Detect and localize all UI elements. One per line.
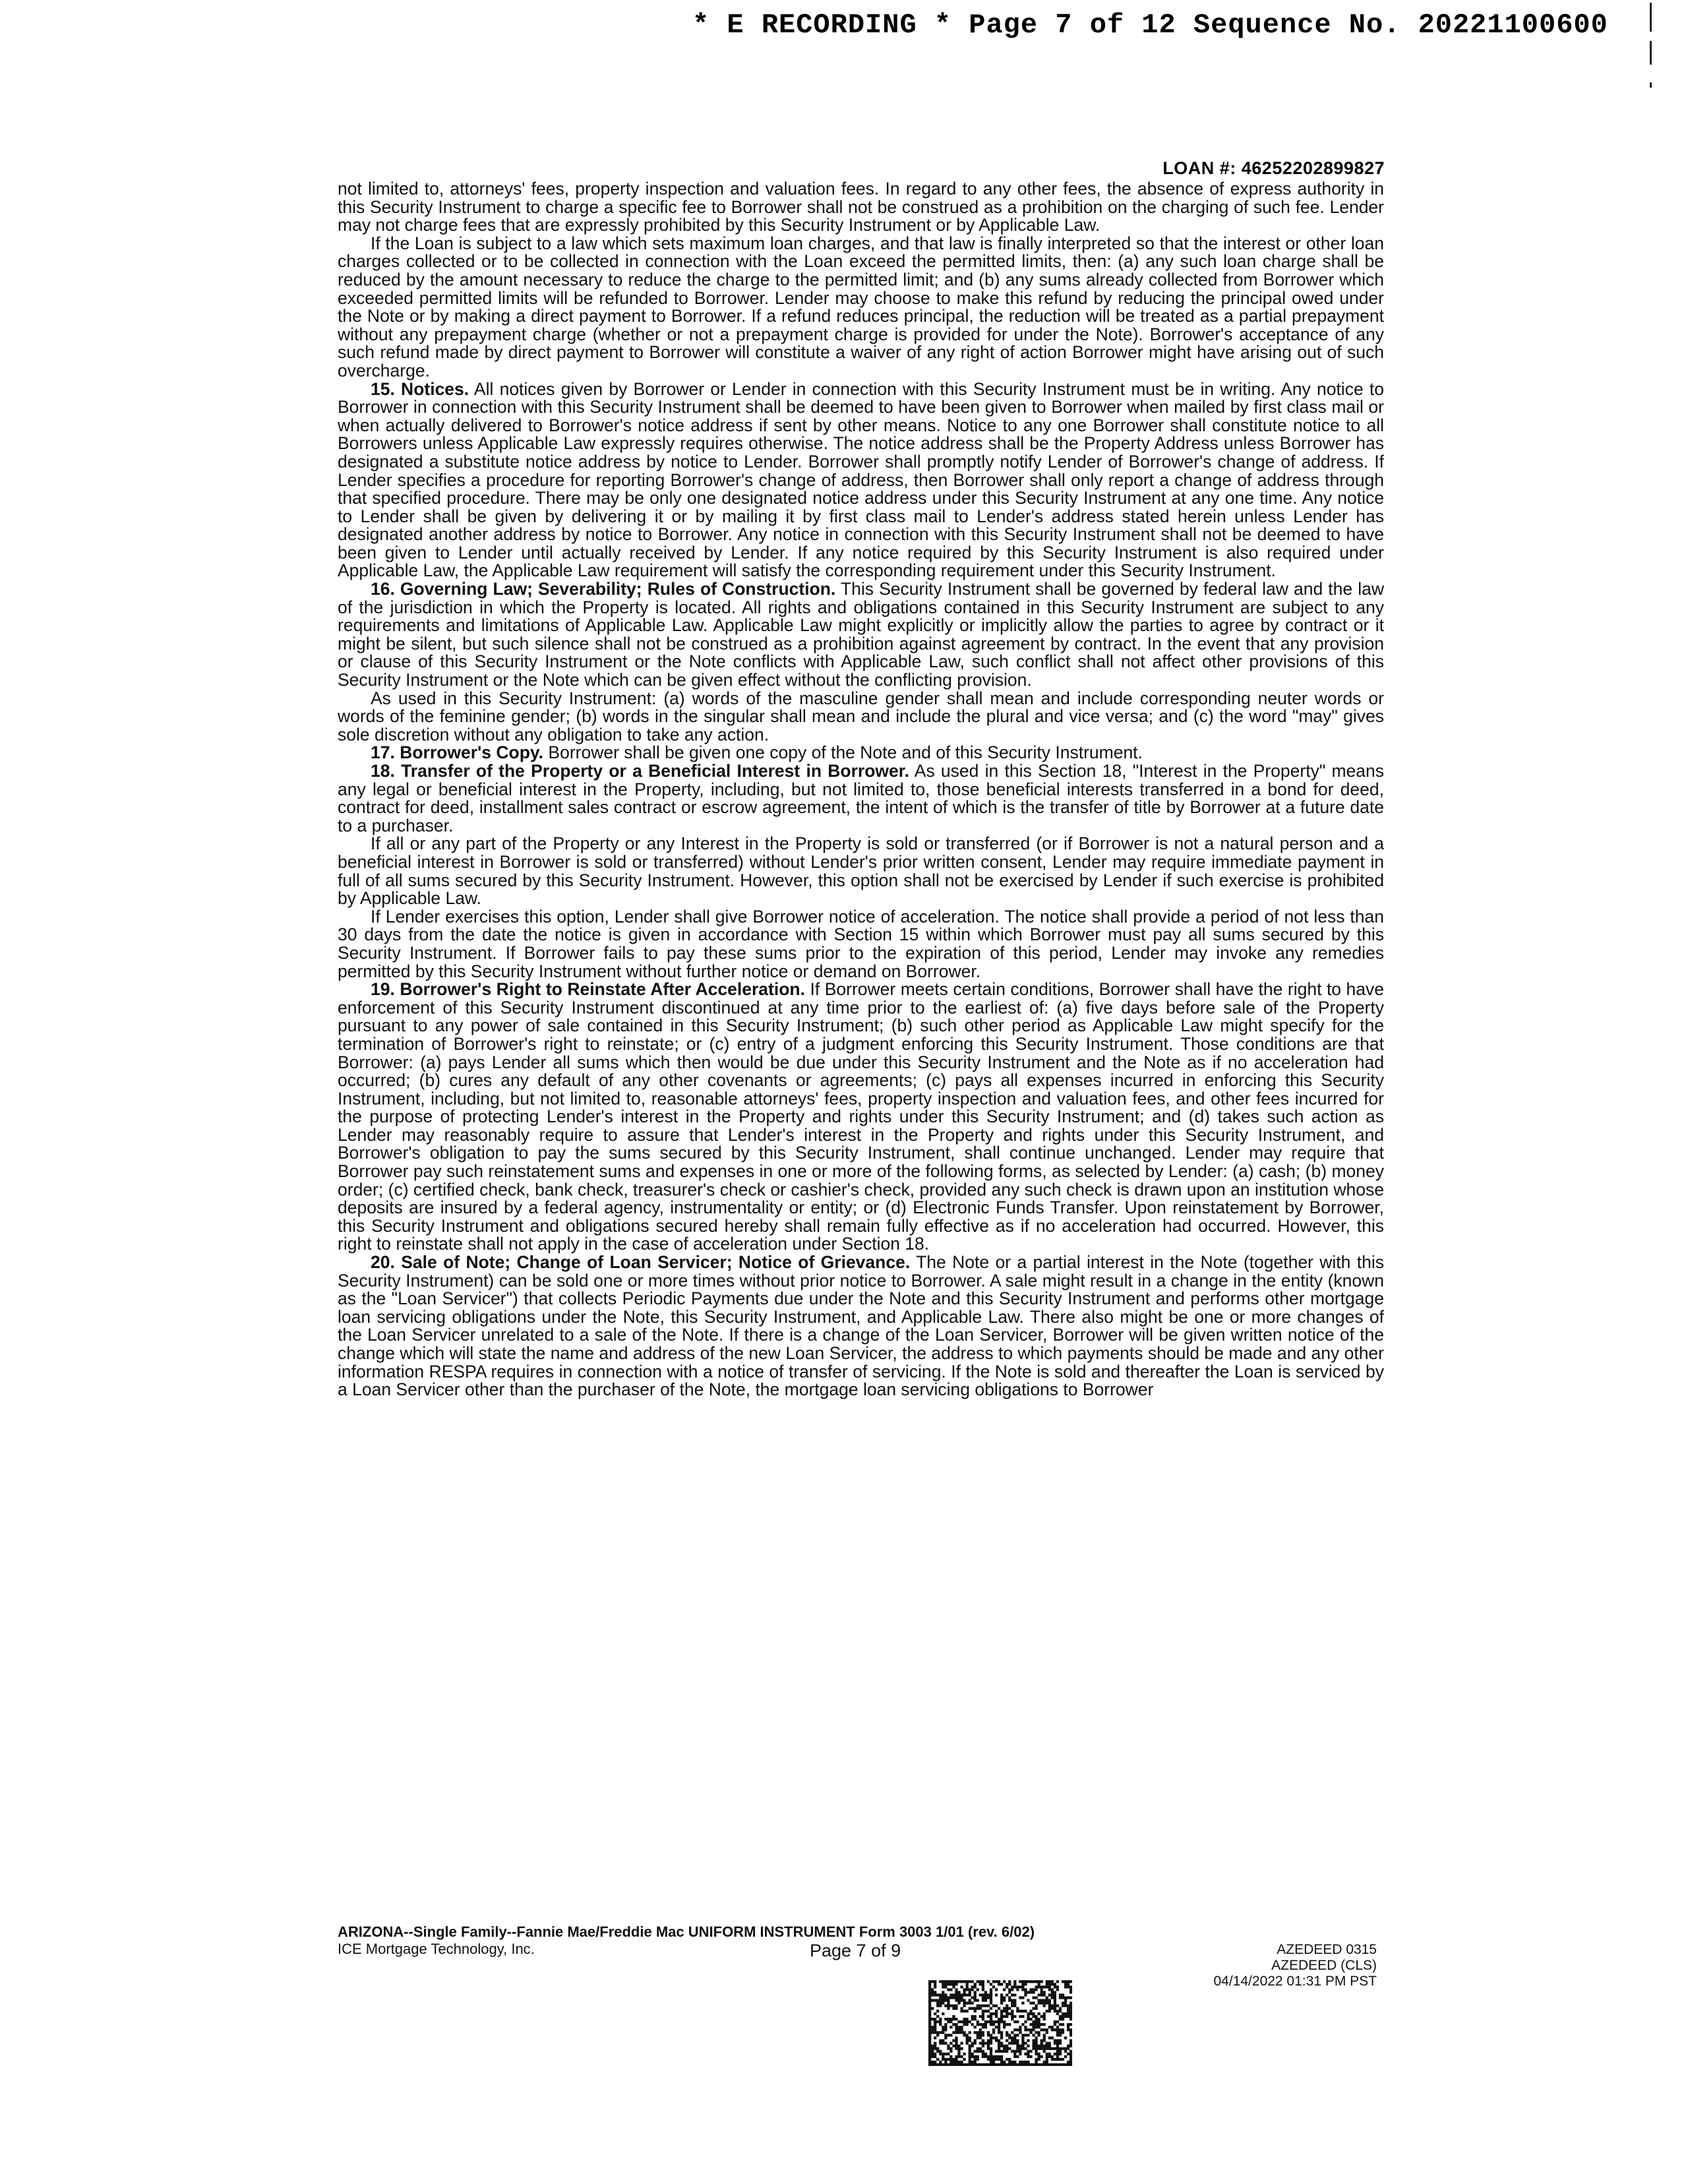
section-text: All notices given by Borrower or Lender in connection with this Security Instrument must be in writing. Any notice to Borrower in connection with this Security Instrument shall be deemed to have been given to Borrower when mailed by first class mail or when actually delivered to Borrower's notice address if sent by other means. Notice to any one Borrower shall constitute notice to all Borrowers unless Applicable Law expressly requires otherwise. The notice address shall be the Property Address unless Borrower has designated a substitute notice address by notice to Lender. Borrower shall promptly notify Lender of Borrower's change of address. If Lender specifies a procedure for reporting Borrower's change of address, then Borrower shall only report a change of address through that specified procedure. There may be only one designated notice address under this Security Instrument at any one time. Any notice to Lender shall be given by delivering it or by mailing it by first class mail to Lender's address stated herein unless Lender has designated another address by notice to Borrower. Any notice in connection with this Security Instrument shall not be deemed to have been given to Lender until actually received by Lender. If any notice required by this Security Instrument is also required under Applicable Law, the Applicable Law requirement will satisfy the corresponding requirement under this Security Instrument.: [338, 379, 1384, 581]
margin-mark: [1650, 41, 1652, 65]
form-title: ARIZONA--Single Family--Fannie Mae/Freddie Mac UNIFORM INSTRUMENT Form 3003 1/01 (rev. 6/02): [338, 1924, 1035, 1940]
section-19: [338, 981, 1384, 1254]
company-name: ICE Mortgage Technology, Inc.: [338, 1941, 535, 1957]
section-18: [338, 762, 1384, 835]
section-heading: 18. Transfer of the Property or a Beneficial Interest in Borrower.: [371, 761, 909, 781]
section-heading: 20. Sale of Note; Change of Loan Servicer; Notice of Grievance.: [371, 1252, 911, 1273]
margin-mark: [1650, 82, 1652, 88]
2d-barcode: [928, 1980, 1072, 2066]
loan-number: LOAN #: 46252202899827: [1162, 158, 1385, 178]
form-code: AZEDEED (CLS): [1271, 1958, 1377, 1973]
form-code: AZEDEED 0315: [1277, 1942, 1377, 1957]
print-timestamp: 04/14/2022 01:31 PM PST: [1213, 1974, 1377, 1989]
paragraph: not limited to, attorneys' fees, property inspection and valuation fees. In regard to any other fees, the absence of express authority in this Security Instrument to charge a specific fee to Borrower shall not be construed as a prohibition on the charging of such fee. Lender may not charge fees that are expressly prohibited by this Security Instrument or by Applicable Law.: [338, 179, 1384, 235]
document-body: [338, 180, 1384, 1399]
section-text: This Security Instrument shall be governed by federal law and the law of the jurisdiction in which the Property is located. All rights and obligations contained in this Security Instrument are subject to any requirements and limitations of Applicable Law. Applicable Law might explicitly or implicitly allow the parties to agree by contract or it might be silent, but such silence shall not be construed as a prohibition against agreement by contract. In the event that any provision or clause of this Security Instrument or the Note conflicts with Applicable Law, such conflict shall not affect other provisions of this Security Instrument or the Note which can be given effect without the conflicting provision.: [338, 579, 1384, 690]
section-heading: 17. Borrower's Copy.: [371, 743, 544, 763]
page-number: Page 7 of 9: [810, 1941, 901, 1960]
section-text: As used in this Section 18, "Interest in the Property" means any legal or beneficial interest in the Property, including, but not limited to, those beneficial interests transferred in a bond for deed, contract for deed, installment sales contract or escrow agreement, the intent of which is the transfer of title by Borrower at a future date to a purchaser.: [338, 761, 1385, 835]
paragraph: If all or any part of the Property or any Interest in the Property is sold or transferred (or if Borrower is not a natural person and a beneficial interest in Borrower is sold or transferred) without Lender's prior written consent, Lender may require immediate payment in full of all sums secured by this Security Instrument. However, this option shall not be exercised by Lender if such exercise is prohibited by Applicable Law.: [338, 834, 1384, 909]
paragraph: If Lender exercises this option, Lender shall give Borrower notice of acceleration. The notice shall provide a period of not less than 30 days from the date the notice is given in accordance with Section 15 within which Borrower must pay all sums secured by this Security Instrument. If Borrower fails to pay these sums prior to the expiration of this period, Lender may invoke any remedies permitted by this Security Instrument without further notice or demand on Borrower.: [338, 906, 1384, 981]
section-16: [338, 580, 1384, 690]
footer-left: [338, 1924, 1035, 1958]
section-text: If Borrower meets certain conditions, Borrower shall have the right to have enforcement of this Security Instrument discontinued at any time prior to the earliest of: (a) five days before sale of the Property pursuant to any power of sale contained in this Security Instrument; (b) such other period as Applicable Law might specify for the termination of Borrower's right to reinstate; or (c) entry of a judgment enforcing this Security Instrument. Those conditions are that Borrower: (a) pays Lender all sums which then would be due under this Security Instrument and the Note as if no acceleration had occurred; (b) cures any default of any other covenants or agreements; (c) pays all expenses incurred in enforcing this Security Instrument, including, but not limited to, reasonable attorneys' fees, property inspection and valuation fees, and other fees incurred for the purpose of protecting Lender's interest in the Property and rights under this Security Instrument; and (d) takes such action as Lender may reasonably require to assure that Lender's interest in the Property and rights under this Security Instrument, and Borrower's obligation to pay the sums secured by this Security Instrument, shall continue unchanged. Lender may require that Borrower pay such reinstatement sums and expenses in one or more of the following forms, as selected by Lender: (a) cash; (b) money order; (c) certified check, bank check, treasurer's check or cashier's check, provided any such check is drawn upon an institution whose deposits are insured by a federal agency, instrumentality or entity; or (d) Electronic Funds Transfer. Upon reinstatement by Borrower, this Security Instrument and obligations secured hereby shall remain fully effective as if no acceleration had occurred. However, this right to reinstate shall not apply in the case of acceleration under Section 18.: [338, 979, 1385, 1254]
section-text: The Note or a partial interest in the Note (together with this Security Instrument) can be sold one or more times without prior notice to Borrower. A sale might result in a change in the entity (known as the "Loan Servicer") that collects Periodic Payments due under the Note and this Security Instrument and performs other mortgage loan servicing obligations under the Note, this Security Instrument, and Applicable Law. There also might be one or more changes of the Loan Servicer unrelated to a sale of the Note. If there is a change of the Loan Servicer, Borrower will be given written notice of the change which will state the name and address of the new Loan Servicer, the address to which payments should be made and any other information RESPA requires in connection with a notice of transfer of servicing. If the Note is sold and thereafter the Loan is serviced by a Loan Servicer other than the purchaser of the Note, the mortgage loan servicing obligations to Borrower: [338, 1252, 1384, 1400]
paragraph: As used in this Security Instrument: (a) words of the masculine gender shall mean and include corresponding neuter words or words of the feminine gender; (b) words in the singular shall mean and include the plural and vice versa; and (c) the word "may" gives sole discretion without any obligation to take any action.: [338, 688, 1384, 744]
section-heading: 15. Notices.: [371, 379, 469, 399]
section-heading: 19. Borrower's Right to Reinstate After Acceleration.: [371, 979, 805, 1000]
section-heading: 16. Governing Law; Severability; Rules of Construction.: [371, 579, 836, 599]
recording-stamp: * E RECORDING * Page 7 of 12 Sequence No. 20221100600: [692, 9, 1608, 41]
section-text: Borrower shall be given one copy of the Note and of this Security Instrument.: [543, 743, 1143, 763]
margin-mark: [1650, 3, 1652, 32]
footer-right: [1214, 1942, 1377, 1989]
section-15: [338, 380, 1384, 581]
paragraph: If the Loan is subject to a law which sets maximum loan charges, and that law is finally interpreted so that the interest or other loan charges collected or to be collected in connection with the Loan exceed the permitted limits, then: (a) any such loan charge shall be reduced by the amount necessary to reduce the charge to the permitted limit; and (b) any sums already collected from Borrower which exceeded permitted limits will be refunded to Borrower. Lender may choose to make this refund by reducing the principal owed under the Note or by making a direct payment to Borrower. If a refund reduces principal, the reduction will be treated as a partial prepayment without any prepayment charge (whether or not a prepayment charge is provided for under the Note). Borrower's acceptance of any such refund made by direct payment to Borrower will constitute a waiver of any right of action Borrower might have arising out of such overcharge.: [338, 233, 1384, 380]
section-17: [338, 744, 1384, 762]
section-20: [338, 1254, 1384, 1399]
